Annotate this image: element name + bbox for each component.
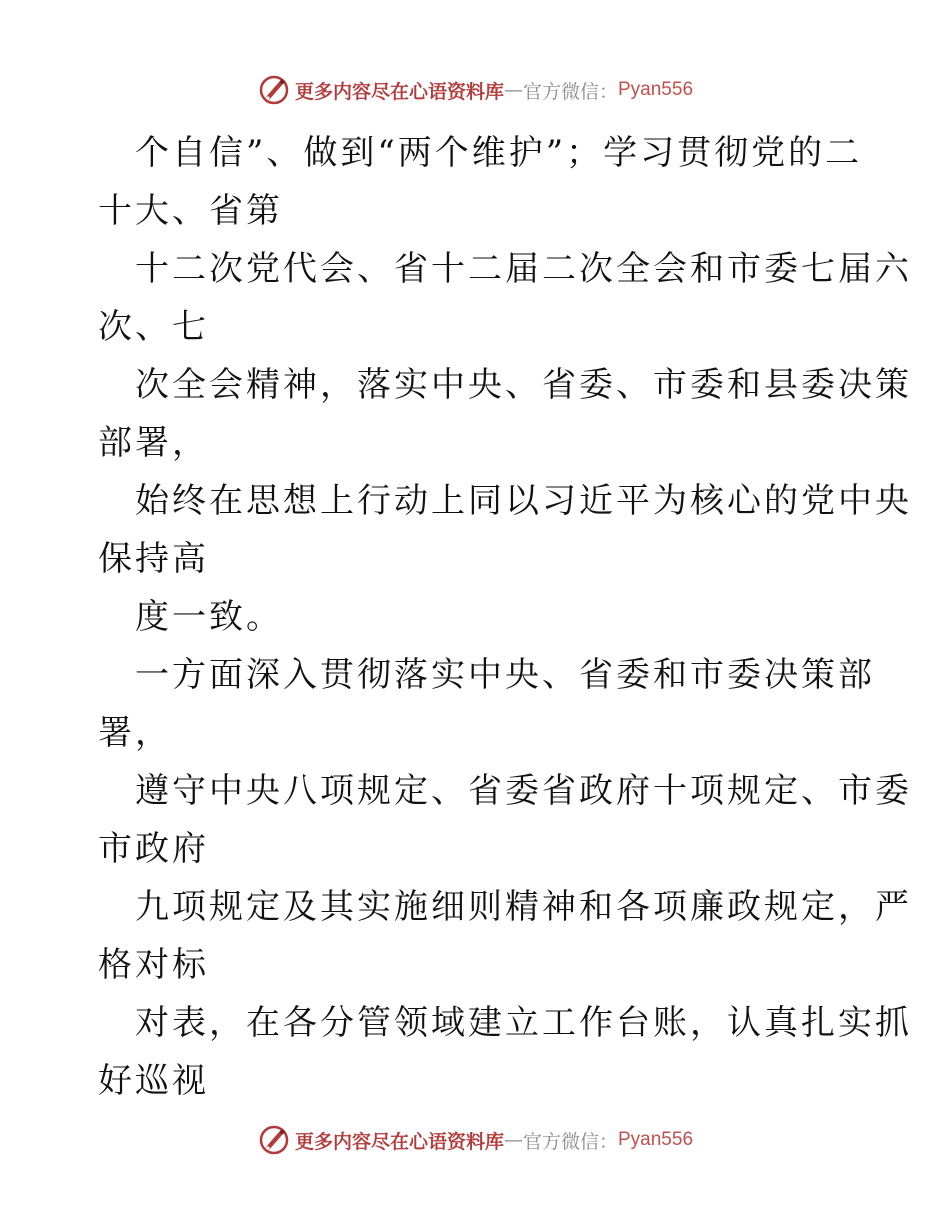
banner-separator: — [503, 79, 523, 101]
body-text-line: 九项规定及其实施细则精神和各项廉政规定，严 [135, 887, 912, 927]
body-text-line: 好巡视 [98, 1061, 209, 1101]
body-text-line: 格对标 [98, 945, 209, 985]
body-text-line: 对表，在各分管领域建立工作台账，认真扎实抓 [135, 1003, 912, 1043]
body-text-line: 十二次党代会、省十二届二次全会和市委七届六 [135, 249, 912, 289]
body-text-line: 个自信”、做到“两个维护”；学习贯彻党的二 [135, 133, 863, 173]
body-text-line: 署， [98, 713, 172, 753]
body-text-line: 始终在思想上行动上同以习近平为核心的党中央 [135, 481, 912, 521]
body-text-line: 市政府 [98, 829, 209, 869]
document-body [98, 124, 912, 1110]
header-banner [0, 70, 950, 110]
banner-wechat-label: 官方微信： [522, 80, 618, 103]
body-text-line: 一方面深入贯彻落实中央、省委和市委决策部 [135, 655, 875, 695]
body-text-line: 次全会精神，落实中央、省委、市委和县委决策 [135, 365, 912, 405]
body-text-line: 度一致。 [135, 597, 283, 637]
body-text-line: 十大、省第 [98, 191, 283, 231]
pen-logo-icon [257, 73, 291, 107]
banner-wechat-label: 官方微信： [522, 1130, 618, 1153]
body-text-line: 次、七 [98, 307, 209, 347]
footer-banner [0, 1120, 950, 1160]
banner-main-text: 更多内容尽在心语资料库 [294, 1130, 504, 1153]
banner-main-text: 更多内容尽在心语资料库 [294, 80, 504, 103]
banner-wechat-id: Pyan556 [618, 79, 694, 100]
body-text-line: 部署， [98, 423, 209, 463]
body-text-line: 保持高 [98, 539, 209, 579]
banner-wechat-id: Pyan556 [618, 1129, 694, 1150]
pen-logo-icon [257, 1123, 291, 1157]
banner-separator: — [503, 1129, 523, 1151]
body-text-line: 遵守中央八项规定、省委省政府十项规定、市委 [135, 771, 912, 811]
